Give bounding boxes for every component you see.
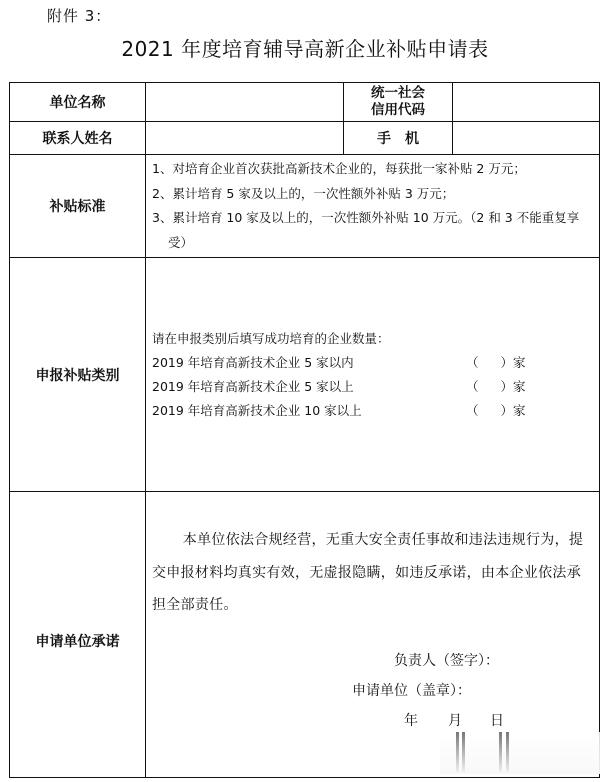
category-count-input[interactable] (479, 399, 501, 423)
signature-block (146, 622, 599, 742)
standards-content (146, 155, 600, 258)
category-label: 申报补贴类别 (10, 258, 146, 492)
category-count-input[interactable] (479, 351, 501, 375)
artifact-bar (462, 732, 465, 772)
row-category (10, 258, 600, 492)
credit-code-label-line2: 信用代码 (371, 102, 425, 118)
date-day: 日 (490, 712, 504, 729)
artifact-bar (506, 732, 509, 772)
date-month: 月 (448, 712, 462, 729)
category-row (152, 375, 593, 399)
contact-name-field[interactable] (146, 122, 344, 155)
category-name: 2019 年培育高新技术企业 10 家以上 (152, 402, 362, 418)
category-count-input[interactable] (479, 375, 501, 399)
close-paren-unit: ）家 (500, 354, 526, 370)
contact-name-label: 联系人姓名 (10, 122, 146, 155)
category-name: 2019 年培育高新技术企业 5 家以上 (152, 378, 354, 394)
pledge-label: 申请单位承诺 (10, 492, 146, 778)
artifact-bar (456, 732, 459, 772)
category-name: 2019 年培育高新技术企业 5 家以内 (152, 354, 354, 370)
open-paren: （ (466, 402, 479, 418)
category-instruction: 请在申报类别后填写成功培育的企业数量： (152, 330, 390, 346)
credit-code-label (344, 83, 453, 122)
unit-name-label: 单位名称 (10, 83, 146, 122)
signer-label: 负责人（签字）： (394, 652, 499, 669)
phone-label: 手 机 (344, 122, 453, 155)
standard-item: 2、累计培育 5 家及以上的，一次性额外补贴 3 万元； (152, 185, 455, 201)
row-standards (10, 155, 600, 258)
row-contact (10, 122, 600, 155)
blur-artifact (440, 732, 600, 774)
phone-field[interactable] (453, 122, 600, 155)
close-paren-unit: ）家 (500, 378, 526, 394)
page-title: 2021 年度培育辅导高新企业补贴申请表 (121, 37, 489, 61)
row-unit-name (10, 83, 600, 122)
application-form-table (9, 82, 600, 778)
standard-item: 1、对培育企业首次获批高新技术企业的，每获批一家补贴 2 万元； (152, 161, 526, 176)
attachment-label: 附件 3： (47, 7, 112, 25)
category-row (152, 399, 593, 423)
standards-list (146, 155, 599, 257)
stamp-label: 申请单位（盖章）： (352, 682, 471, 699)
category-row (152, 351, 593, 375)
open-paren: （ (466, 354, 479, 370)
standard-item: 3、累计培育 10 家及以上的，一次性额外补贴 10 万元。（2 和 3 不能重复享受） (152, 210, 580, 250)
artifact-bar (499, 732, 502, 772)
category-content (146, 258, 600, 492)
close-paren-unit: ）家 (500, 402, 526, 418)
pledge-text: 本单位依法合规经营，无重大安全责任事故和违法违规行为，提交申报材料均真实有效，无虚报隐瞒，如违反承诺，由本企业依法承担全部责任。 (152, 532, 584, 613)
credit-code-label-line1: 统一社会 (371, 85, 425, 101)
open-paren: （ (466, 378, 479, 394)
credit-code-field[interactable] (453, 83, 600, 122)
unit-name-field[interactable] (146, 83, 344, 122)
date-year: 年 (404, 712, 418, 729)
standards-label: 补贴标准 (10, 155, 146, 258)
